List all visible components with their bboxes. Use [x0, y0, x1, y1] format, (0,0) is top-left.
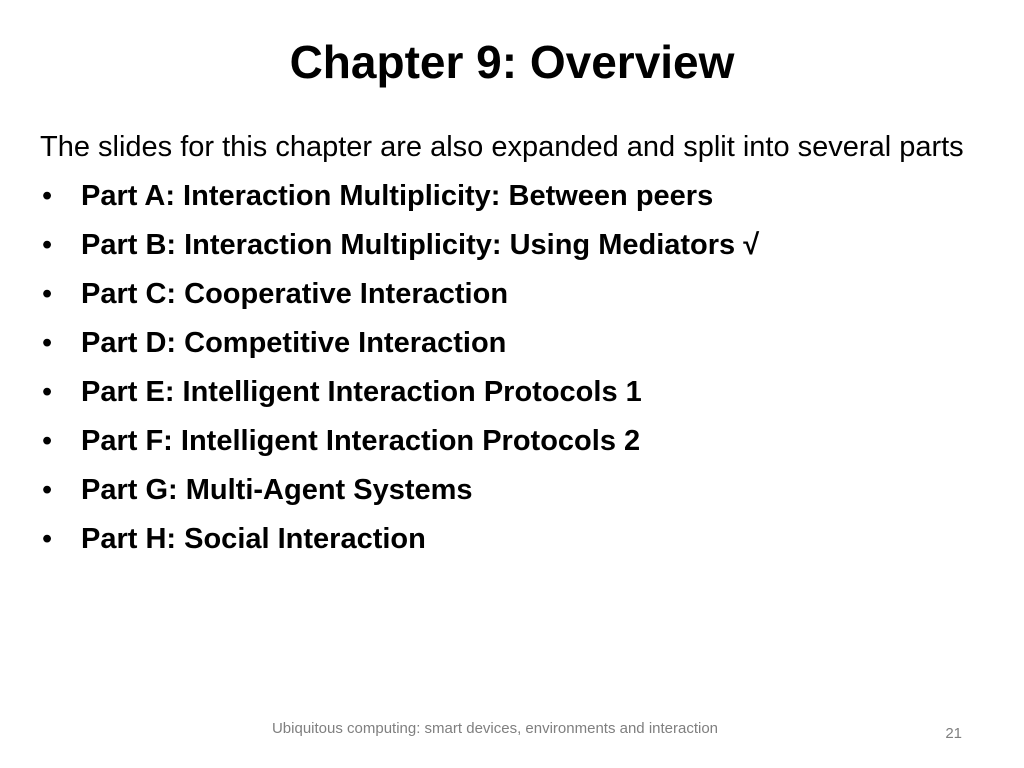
bullet-icon: •: [42, 229, 53, 261]
bullet-icon: •: [42, 523, 53, 555]
bullet-text: Part F: Intelligent Interaction Protocols 2: [81, 425, 641, 457]
bullet-icon: •: [42, 278, 53, 310]
bullet-text: Part A: Interaction Multiplicity: Between peers: [81, 180, 714, 212]
bullet-list: [40, 178, 980, 558]
bullet-item-part-h: [40, 521, 980, 558]
bullet-item-part-c: [40, 276, 980, 313]
bullet-text: Part E: Intelligent Interaction Protocols 1: [81, 376, 642, 408]
bullet-text: Part C: Cooperative Interaction: [81, 278, 509, 310]
bullet-icon: •: [42, 474, 53, 506]
bullet-icon: •: [42, 180, 53, 212]
slide-title: Chapter 9: Overview: [289, 36, 735, 88]
bullet-icon: •: [42, 327, 53, 359]
bullet-text: Part D: Competitive Interaction: [81, 327, 507, 359]
bullet-item-part-d: [40, 325, 980, 362]
bullet-text: Part B: Interaction Multiplicity: Using Mediators √: [81, 229, 760, 261]
bullet-item-part-g: [40, 472, 980, 509]
bullet-text: Part G: Multi-Agent Systems: [81, 474, 473, 506]
bullet-icon: •: [42, 376, 53, 408]
page-number: 21: [945, 725, 962, 742]
bullet-icon: •: [42, 425, 53, 457]
bullet-item-part-e: [40, 374, 980, 411]
bullet-item-part-b: [40, 227, 980, 264]
intro-text: The slides for this chapter are also expanded and split into several parts: [40, 131, 964, 163]
bullet-item-part-a: [40, 178, 980, 215]
bullet-item-part-f: [40, 423, 980, 460]
slide-footer: Ubiquitous computing: smart devices, environments and interaction: [271, 720, 719, 737]
bullet-text: Part H: Social Interaction: [81, 523, 426, 555]
slide-body: [40, 128, 980, 570]
